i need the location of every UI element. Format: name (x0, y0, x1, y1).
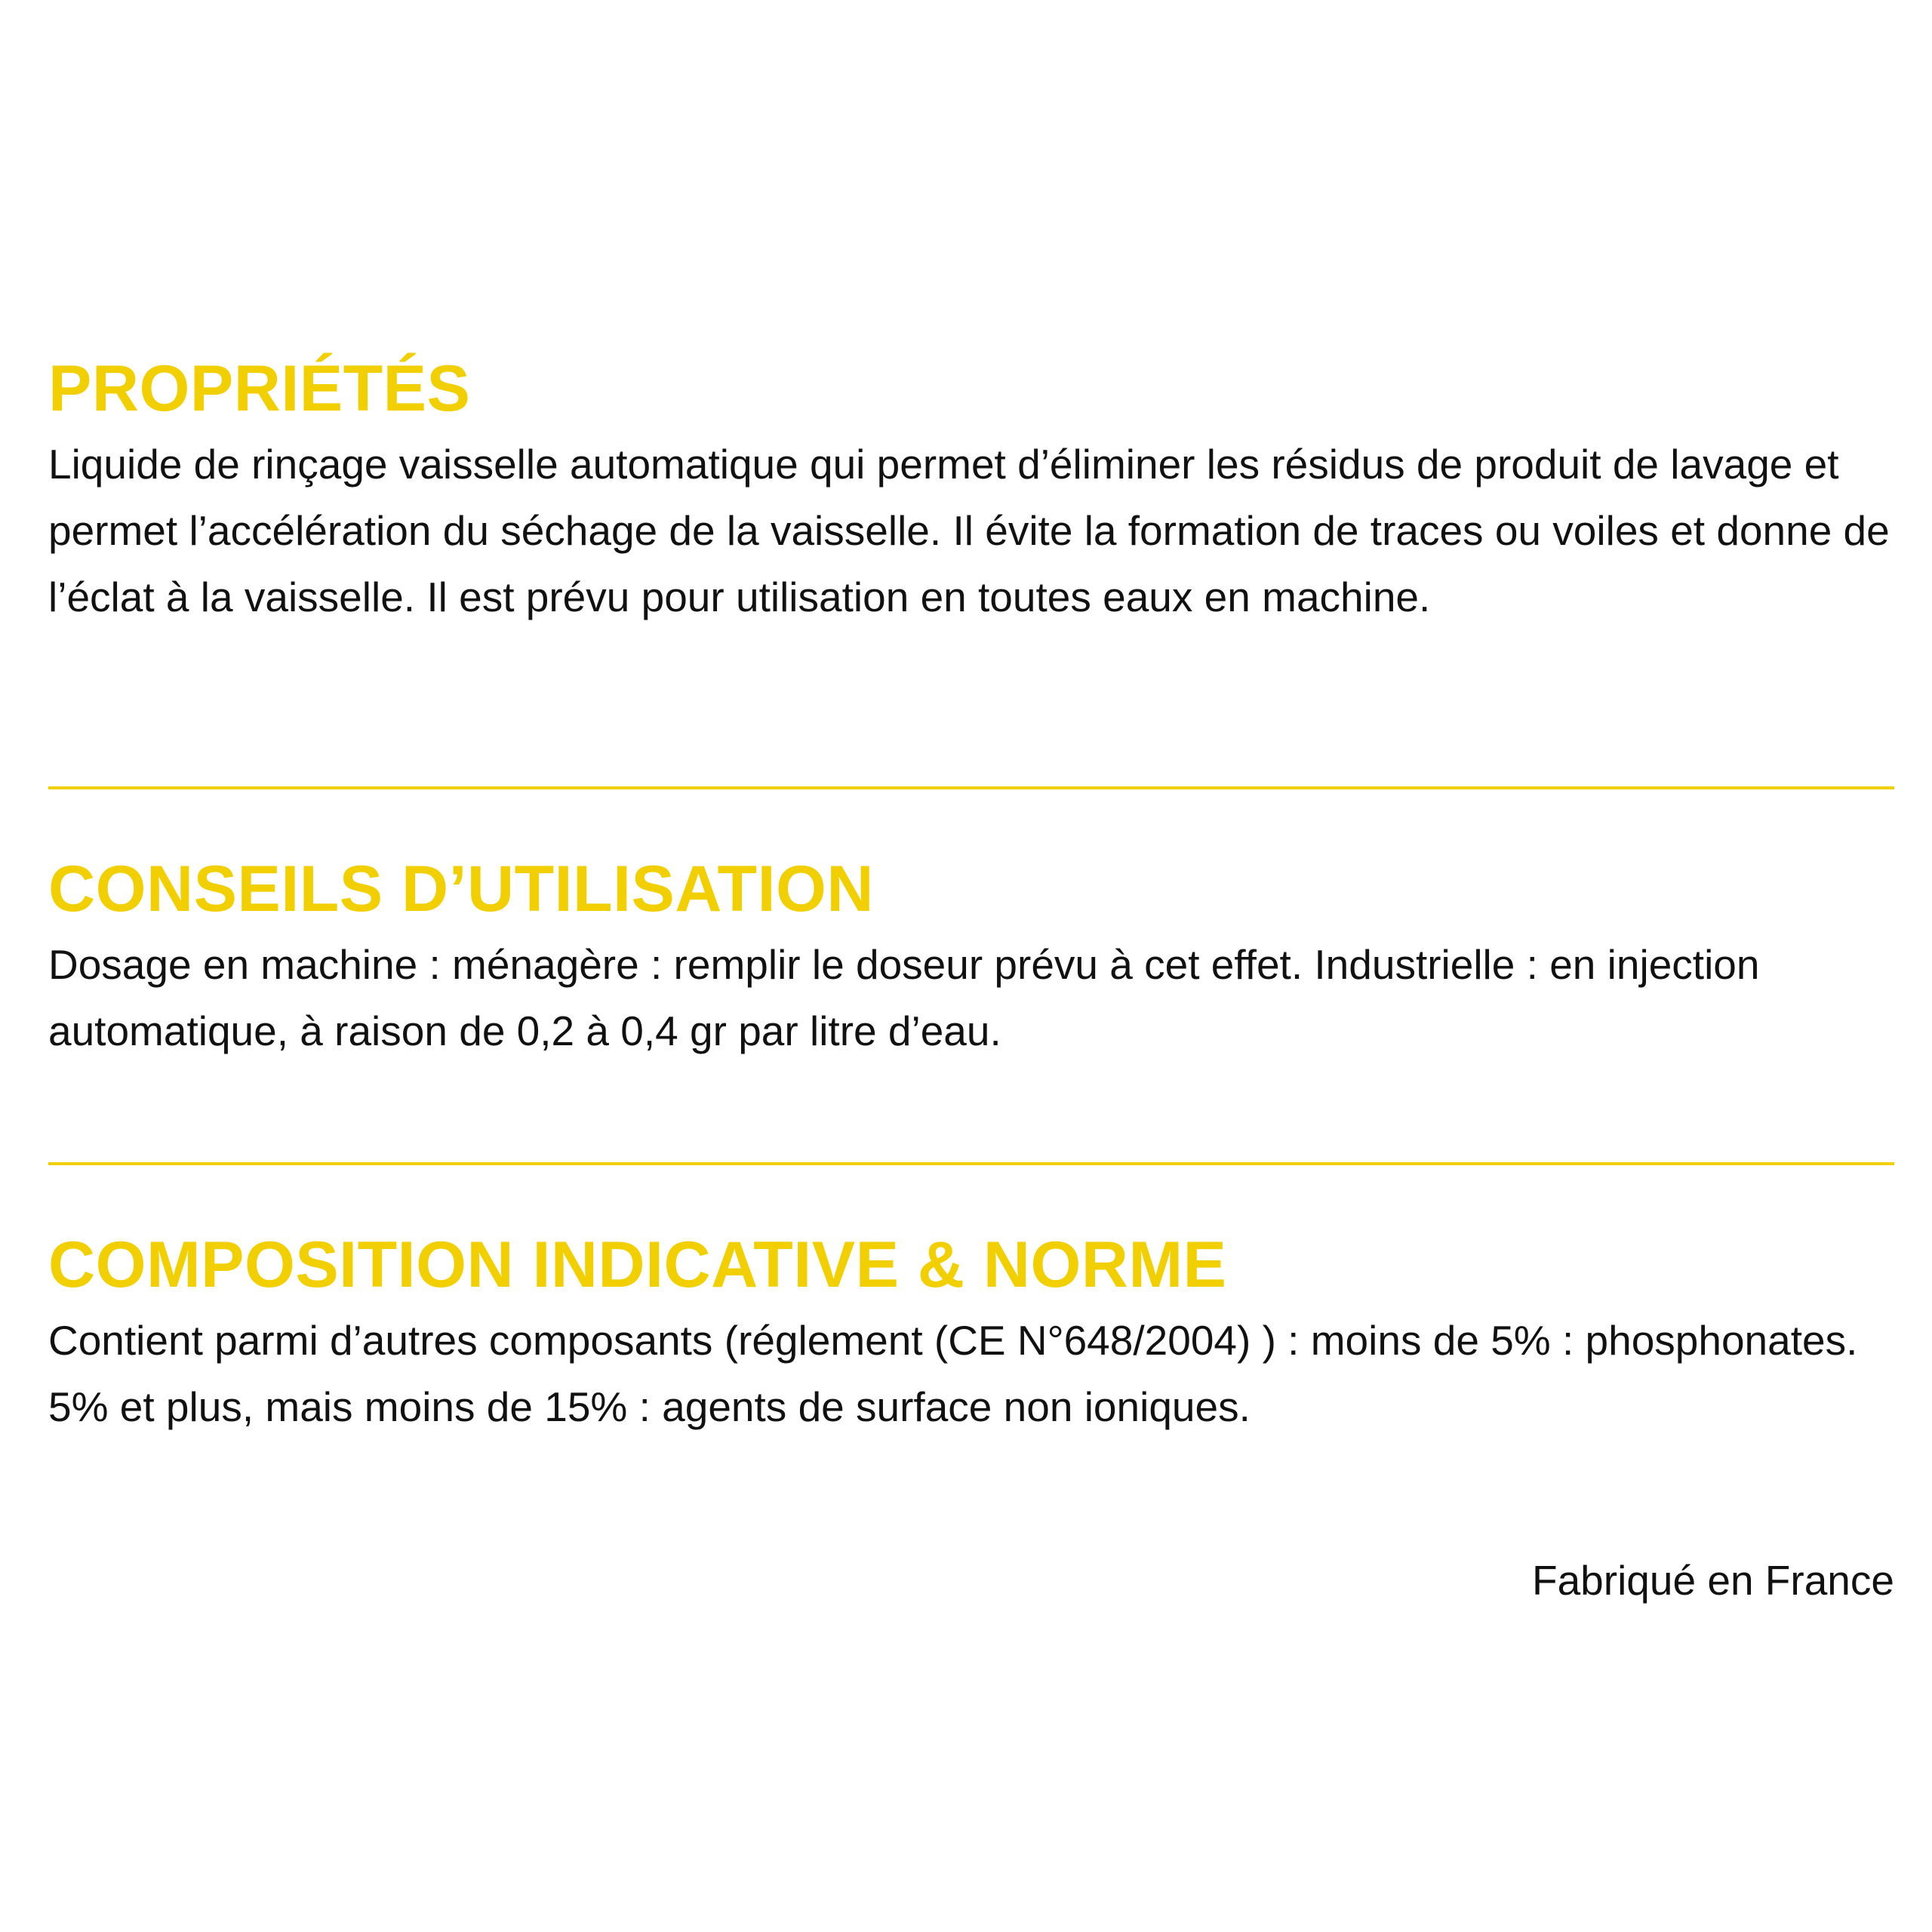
section-heading-composition: COMPOSITION INDICATIVE & NORME (48, 1229, 1227, 1301)
section-divider (48, 1162, 1894, 1165)
section-text-proprietes: Liquide de rinçage vaisselle automatique qui permet d’éliminer les résidus de produit de lavage et permet l’accélération du séchage de la vaisselle. Il évite la formation de traces ou voiles et donne de l’éclat à la vaisselle. Il est prévu pour utilisation en toutes eaux en machine. (48, 441, 1890, 620)
section-heading-conseils: CONSEILS D’UTILISATION (48, 853, 874, 925)
section-conseils-utilisation (48, 851, 1894, 1064)
section-divider (48, 786, 1894, 789)
section-proprietes (48, 351, 1894, 630)
section-composition (48, 1227, 1894, 1440)
section-text-composition: Contient parmi d’autres composants (réglement (CE N°648/2004) ) : moins de 5% : phosphonates. 5% et plus, mais moins de 15% : agents de surface non ioniques. (48, 1317, 1858, 1430)
section-heading-proprietes: PROPRIÉTÉS (48, 352, 471, 425)
made-in-france-note: Fabriqué en France (1532, 1557, 1894, 1604)
section-text-conseils: Dosage en machine : ménagère : remplir le doseur prévu à cet effet. Industrielle : en injection automatique, à raison de 0,2 à 0,4 gr par litre d’eau. (48, 941, 1760, 1054)
